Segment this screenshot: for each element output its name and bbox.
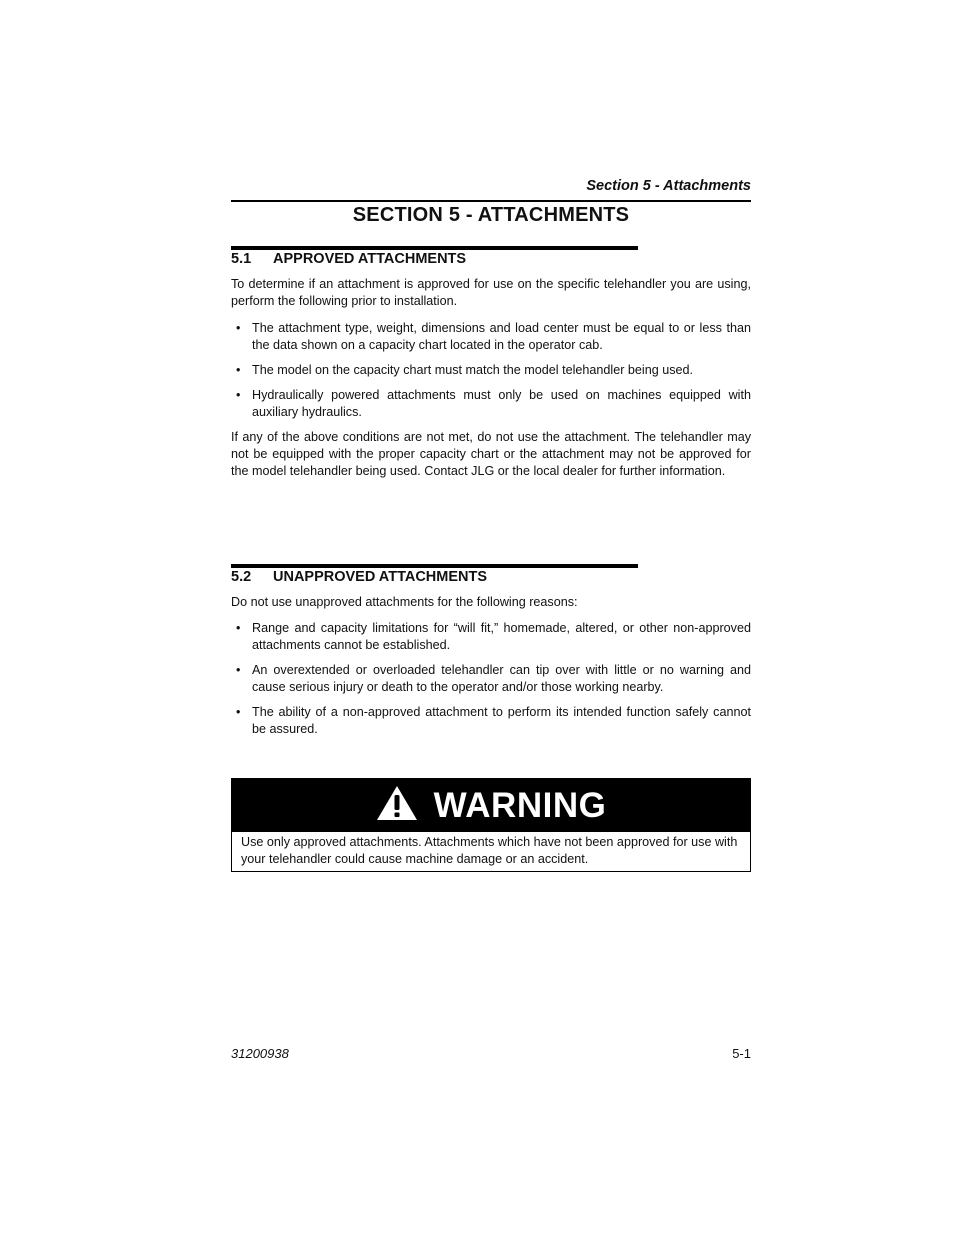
bullet-icon: •: [236, 621, 241, 635]
section-5-1-heading: [231, 251, 466, 267]
section-5-2-title: UNAPPROVED ATTACHMENTS: [273, 569, 488, 585]
section-5-1-number: 5.1: [231, 251, 252, 267]
approved-closing: If any of the above conditions are not met, do not use the attachment. The telehandler may not be equipped with the proper capacity chart or the attachment may not be approved for the model telehandler being used. Contact JLG or the local dealer for further information.: [231, 430, 751, 478]
list-item: • An overextended or overloaded telehandler can tip over with little or no warning and cause serious injury or death to the operator and/or those working nearby.: [236, 663, 751, 694]
bullet-icon: •: [236, 663, 241, 677]
approved-intro: To determine if an attachment is approved for use on the specific telehandler you are using, perform the following prior to installation.: [231, 277, 751, 308]
warning-triangle-icon: [376, 785, 418, 826]
running-header: Section 5 - Attachments: [586, 178, 751, 194]
list-item: • The attachment type, weight, dimensions and load center must be equal to or less than the data shown on a capacity chart located in the operator cab.: [236, 321, 751, 352]
bullet-icon: •: [236, 363, 241, 377]
section-5-2-rule: [231, 564, 638, 568]
section-5-2-heading: [231, 569, 487, 585]
list-item: • The model on the capacity chart must match the model telehandler being used.: [236, 363, 694, 377]
bullet-icon: •: [236, 321, 241, 335]
warning-text: Use only approved attachments. Attachments which have not been approved for use with your telehandler could cause machine damage or an accident.: [241, 835, 738, 866]
list-item: • The ability of a non-approved attachment to perform its intended function safely cannot be assured.: [236, 705, 751, 736]
approved-bullet-list: [231, 320, 751, 429]
list-item: • Hydraulically powered attachments must only be used on machines equipped with auxiliary hydraulics.: [236, 388, 751, 419]
header-rule: [231, 200, 751, 202]
warning-label: WARNING: [433, 785, 607, 825]
unapproved-intro: Do not use unapproved attachments for the following reasons:: [231, 595, 578, 609]
section-title: SECTION 5 - ATTACHMENTS: [352, 204, 630, 226]
bullet-icon: •: [236, 388, 241, 402]
document-number: 31200938: [231, 1046, 289, 1061]
section-5-2-number: 5.2: [231, 569, 252, 585]
list-item: • Range and capacity limitations for “will fit,” homemade, altered, or other non-approved attachments cannot be established.: [236, 621, 751, 652]
warning-box: [231, 778, 751, 872]
unapproved-bullet-list: [231, 620, 751, 746]
bullet-icon: •: [236, 705, 241, 719]
section-5-1-title: APPROVED ATTACHMENTS: [273, 251, 467, 267]
section-5-1-rule: [231, 246, 638, 250]
page-number: 5-1: [732, 1046, 751, 1061]
warning-banner: [232, 779, 750, 832]
